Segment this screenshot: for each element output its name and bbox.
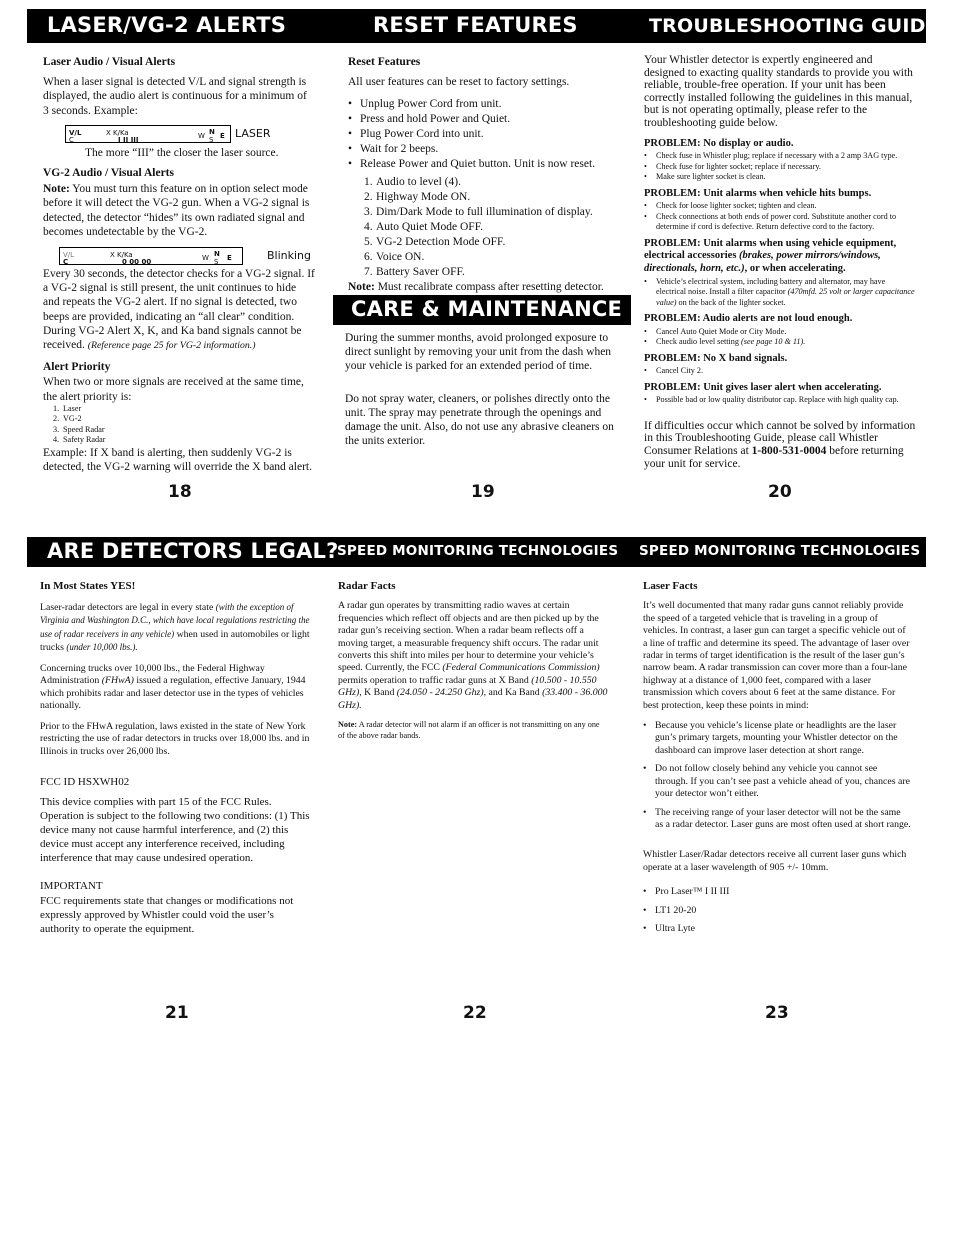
laser-alerts-title: Laser Audio / Visual Alerts (43, 56, 176, 68)
problem-2-list (644, 201, 916, 233)
list-item: • Because you vehicle’s license plate or headlights are the laser gun’s primary targets, mounting your Whistler detector on the dashboard can improve laser detection at short range. (643, 720, 911, 757)
list-item: 2. Highway Mode ON. (364, 191, 471, 204)
list-item: 4. Auto Quiet Mode OFF. (364, 221, 484, 234)
troubleshooting-closing (644, 420, 916, 470)
list-item: 5. VG-2 Detection Mode OFF. (364, 236, 506, 249)
laser-display-icon: V/L C X K/Ka I II III W N S E (65, 125, 231, 143)
list-item: 1. Audio to level (4). (364, 176, 461, 189)
problem-3-list (644, 277, 916, 309)
page-number-20: 20 (768, 482, 792, 502)
radar-facts-title: Radar Facts (338, 580, 396, 592)
troubleshooting-intro: Your Whistler detector is expertly engineered and designed to exacting quality standards to provide you with reliable, trouble-free operation. If your unit has been correctly installed following the guidelines in this manual, but is not operating optimally, please refer to the troubleshooting guide below. (644, 54, 913, 129)
list-item: 3. Speed Radar (53, 424, 105, 434)
problem-3-main: PROBLEM: Unit alarms when using vehicle equipment, electrical accessories (644, 237, 897, 262)
radar-note-text: A radar detector will not alarm if an officer is not transmitting on any one of the above radar bands. (338, 720, 600, 740)
radar-note (338, 720, 608, 741)
page-number-21: 21 (165, 1003, 189, 1023)
closing-tail: before returning your unit for service. (644, 445, 904, 470)
care-text-1: During the summer months, avoid prolonged exposure to direct sunlight by removing your unit from the dash when your vehicle is parked for an extended period of time. (345, 332, 612, 373)
vg2-display-icon: V/L C X K/Ka 0 00 00 W N S E (59, 247, 243, 265)
header-detectors-legal: ARE DETECTORS LEGAL? (47, 539, 339, 563)
list-item: • Wait for 2 beeps. (348, 142, 630, 157)
vg2-note-label: Note: (43, 183, 70, 196)
vg2-note (43, 182, 315, 239)
alert-priority-example: Example: If X band is alerting, then suddenly VG-2 is detected, the VG-2 warning will override the X band alert. (43, 446, 312, 474)
list-item: • The receiving range of your laser detector will not be the same as a radar detector. Laser guns are most often used at short range. (643, 807, 911, 832)
alert-priority-title: Alert Priority (43, 361, 111, 374)
closing-text: If difficulties occur which cannot be solved by information in this Troubleshooting Guide, please call Whistler Consumer Relations at (644, 419, 916, 457)
vg2-display-example (43, 245, 315, 267)
page-19-content (348, 55, 630, 301)
page-18-content (43, 55, 315, 480)
care-text-2: Do not spray water, cleaners, or polishes directly onto the unit. The spray may penetrate through the openings and damage the unit. Also, do not use any abrasive cleaners on the units exterior. (345, 392, 614, 448)
list-item: 3. Dim/Dark Mode to full illumination of display. (364, 206, 593, 219)
problem-1: PROBLEM: No display or audio. (644, 137, 794, 149)
problem-4-list (644, 327, 916, 348)
laser-facts-title: Laser Facts (643, 580, 698, 592)
laser-guns-list (643, 883, 911, 939)
list-item: • Check audio level setting (see page 10 & 11). (644, 337, 916, 348)
problem-3-tail: , or when accelerating. (744, 262, 846, 274)
reset-features-title: Reset Features (348, 56, 421, 68)
problem-1-list (644, 151, 916, 183)
reset-steps (348, 97, 630, 172)
important-title: IMPORTANT (40, 879, 103, 892)
list-item: • Pro Laser™ I II III (643, 883, 911, 902)
list-item: • Unplug Power Cord from unit. (348, 97, 630, 112)
laser-facts-points (643, 720, 911, 831)
list-item: • LT1 20-20 (643, 902, 911, 921)
list-item: 6. Voice ON. (364, 251, 425, 264)
list-item: • Check for loose lighter socket; tighten and clean. (644, 201, 916, 212)
page-number-22: 22 (463, 1003, 487, 1023)
laser-caption: The more “III” the closer the laser source. (85, 146, 279, 159)
reset-defaults (348, 175, 630, 280)
page-21-content (40, 580, 310, 943)
list-item: 4. Safety Radar (53, 435, 106, 445)
page-number-18: 18 (168, 482, 192, 502)
list-item: 1. Laser (53, 403, 82, 413)
page-22-content (338, 580, 608, 747)
list-item: • Vehicle’s electrical system, including battery and alternator, may have electrical noise. Install a filter capacitor (470mfd. 25 volt or larger capacitance value) on the back of the lighter socket. (644, 277, 916, 309)
list-item: • Check connections at both ends of power cord. Substitute another cord to determine if cord is defective. Return defective cord to the factory. (644, 212, 916, 233)
legal-text-2: Concerning trucks over 10,000 lbs., the Federal Highway Administration (FHwA) issued a regulation, effective January, 1944 which prohibits radar and laser detector use in the types of vehicles nationally. (40, 662, 306, 711)
list-item: • Check fuse for lighter socket; replace if necessary. (644, 162, 916, 173)
vg2-reference: (Reference page 25 for VG-2 information.) (87, 340, 256, 352)
page-20-content (644, 54, 916, 476)
consumer-relations-phone: 1-800-531-0004 (751, 445, 827, 457)
fcc-id: FCC ID HSXWH02 (40, 776, 130, 788)
vg2-text (43, 267, 315, 352)
list-item: • Do not follow closely behind any vehicle you cannot see through. If you can’t see past a vehicle ahead of you, chances are your detector won’t either. (643, 763, 911, 800)
reset-note-label: Note: (348, 281, 375, 294)
problem-5-list (644, 366, 916, 377)
header-care-maintenance: CARE & MAINTENANCE (351, 297, 623, 321)
important-text: FCC requirements state that changes or modifications not expressly approved by Whistler could void the user’s authority to operate the equipment. (40, 895, 294, 936)
header-troubleshooting: TROUBLESHOOTING GUIDE (649, 15, 939, 37)
laser-guns-text: Whistler Laser/Radar detectors receive all current laser guns which operate at a laser wavelength of 905 +/- 10mm. (643, 849, 907, 873)
problem-2: PROBLEM: Unit alarms when vehicle hits bumps. (644, 187, 872, 199)
reset-intro: All user features can be reset to factory settings. (348, 76, 570, 89)
vg2-text-body: Every 30 seconds, the detector checks for a VG-2 signal. If a VG-2 signal is still present, the unit continues to hide and repeats the VG-2 alert. If no signal is detected, two beeps are provided, indicating an “all clear” condition. During VG-2 Alert X, K, and Ka band signals cannot be received. (43, 268, 315, 352)
radar-note-label: Note: (338, 720, 358, 730)
problem-4: PROBLEM: Audio alerts are not loud enough. (644, 313, 853, 325)
reset-note (348, 280, 630, 294)
vg2-display-label: Blinking (267, 249, 312, 263)
legal-title: In Most States YES! (40, 580, 136, 592)
alert-priority-text: When two or more signals are received at the same time, the alert priority is: (43, 376, 304, 403)
page-23-content (643, 580, 911, 939)
laser-display-label: LASER (235, 126, 271, 140)
list-item: • Cancel Auto Quiet Mode or City Mode. (644, 327, 916, 338)
list-item: • Check fuse in Whistler plug; replace if necessary with a 2 amp 3AG type. (644, 151, 916, 162)
laser-display-example (43, 124, 315, 146)
fcc-text: This device complies with part 15 of the FCC Rules. Operation is subject to the following two conditions: (1) This device many not cause harmful interference, and (2) this device must accept any interference received, including interference that may cause undesired operation. (40, 795, 310, 865)
list-item: • Press and hold Power and Quiet. (348, 112, 630, 127)
problem-6: PROBLEM: Unit gives laser alert when accelerating. (644, 381, 882, 393)
list-item: • Plug Power Cord into unit. (348, 127, 630, 142)
vg2-note-text: You must turn this feature on in option select mode before it will detect the VG-2 gun. When a VG-2 signal is detected, the detector “hides” its own radiated signal and becomes undetectable by the VG-2. (43, 183, 310, 238)
list-item: • Ultra Lyte (643, 920, 911, 939)
reset-note-text: Must recalibrate compass after resetting detector. (377, 281, 604, 294)
list-item: • Release Power and Quiet button. Unit is now reset. (348, 157, 630, 172)
list-item: • Possible bad or low quality distributor cap. Replace with high quality cap. (644, 395, 916, 406)
list-item: • Make sure lighter socket is clean. (644, 172, 916, 183)
radar-facts-text: A radar gun operates by transmitting radio waves at certain frequencies which reflect off objects and are then picked up by the radar gun’s receiving section. When a radar beam reflects off a moving target, a measurable frequency shift occurs. The radar unit converts this shift into miles per hour to determine your vehicle’s speed. Currently, the FCC (Federal Communications Commission) permits operation to traffic radar guns at X Band (10.500 - 10.550 GHz), K Band (24.050 - 24.250 Ghz), and Ka Band (33.400 - 36.000 GHz). (338, 600, 608, 711)
problem-6-list (644, 395, 916, 406)
laser-facts-text: It’s well documented that many radar guns cannot reliably provide the speed of a targeted vehicle that is traveling in a group of vehicles. In contrast, a laser gun can target a specific vehicle out of a line of traffic and determine its speed. The advantage of laser over radar in terms of target identification is the result of the laser gun’s narrow beam. A radar transmission can cover more than a four-lane highway at a distance of 1,000 feet, compared with a laser transmission which covers about 6 feet at the same distance. For best protection, keep these points in mind: (643, 600, 910, 711)
vg2-alerts-title: VG-2 Audio / Visual Alerts (43, 167, 174, 180)
header-reset-features: RESET FEATURES (373, 13, 578, 37)
care-content (345, 331, 615, 454)
legal-text-3: Prior to the FHwA regulation, laws existed in the state of New York restricting the use of radar detectors in trucks over 18,000 lbs. and in Illinois in trucks over 26,000 lbs. (40, 720, 310, 757)
header-speed-monitoring-23: SPEED MONITORING TECHNOLOGIES (639, 543, 921, 559)
laser-alerts-text: When a laser signal is detected V/L and signal strength is displayed, the audio alert is continuous for a minimum of 3 seconds. Example: (43, 76, 307, 117)
problem-3 (644, 238, 916, 276)
legal-text-1: Laser-radar detectors are legal in every state (with the exception of Virginia and Washington D.C., which have local regulations restricting the use of radar receivers in any vehicle) when used in automobiles or light trucks (under 10,000 lbs.). (40, 601, 310, 653)
list-item: • Cancel City 2. (644, 366, 916, 377)
page-number-23: 23 (765, 1003, 789, 1023)
problem-5: PROBLEM: No X band signals. (644, 352, 788, 364)
header-laser-alerts: LASER/VG-2 ALERTS (47, 13, 287, 37)
list-item: 2. VG-2 (53, 414, 82, 424)
header-speed-monitoring-22: SPEED MONITORING TECHNOLOGIES (337, 543, 619, 559)
page-number-19: 19 (471, 482, 495, 502)
alert-priority-list (53, 404, 315, 446)
problem-3-examples: (brakes, power mirrors/windows, directionals, horn, etc.) (644, 250, 881, 274)
list-item: 7. Battery Saver OFF. (364, 266, 465, 279)
